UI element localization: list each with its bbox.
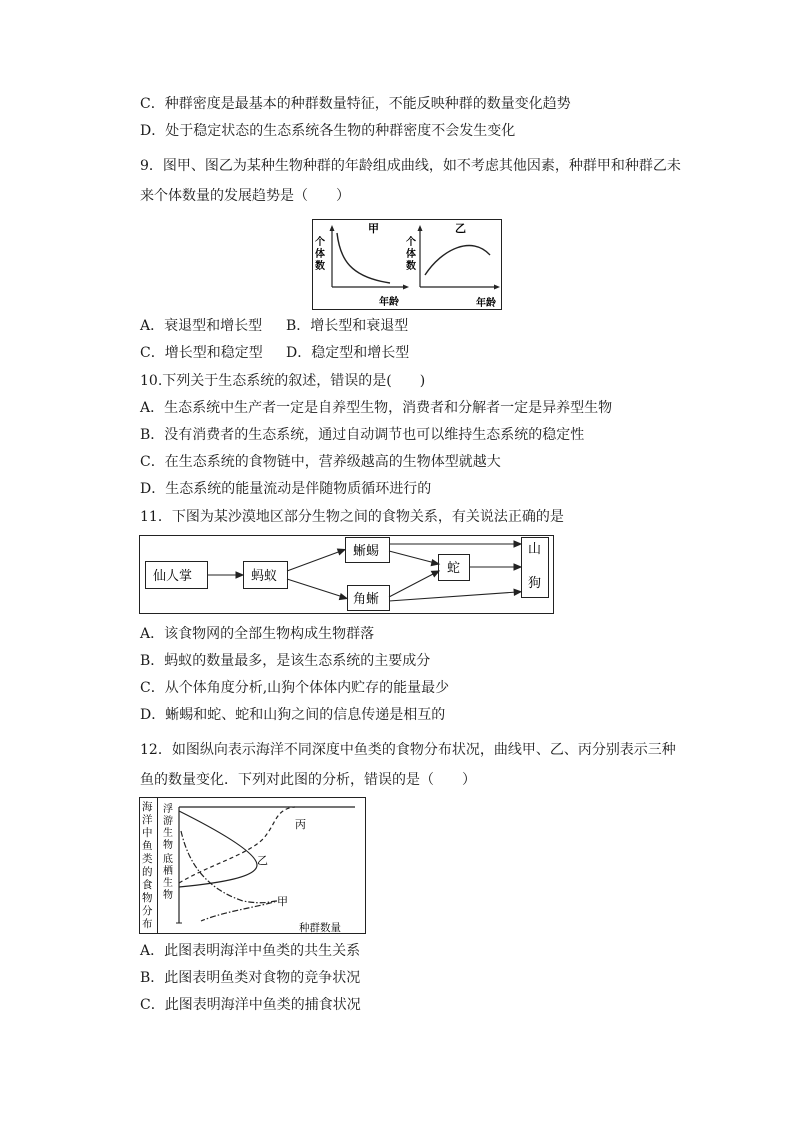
q12-curve-jia: [181, 831, 277, 921]
q10-option-c: C．在生态系统的食物链中，营养级越高的生物体型就越大: [140, 454, 501, 470]
q11-food-web-figure: [139, 535, 555, 615]
q11-stem: 11．下图为某沙漠地区部分生物之间的食物关系，有关说法正确的是: [140, 509, 564, 525]
food-web-lizard: 蜥蜴: [353, 544, 380, 559]
food-web-cactus: 仙人掌: [153, 569, 193, 584]
arrowhead-ant-horned-lizard: [339, 594, 347, 600]
q10-option-b: B．没有消费者的生态系统，通过自动调节也可以维持生态系统的稳定性: [140, 427, 585, 443]
q12-stem-line2: 鱼的数量变化．下列对此图的分析，错误的是（ ）: [140, 772, 476, 788]
arrow-ant-lizard: [287, 551, 341, 571]
q9-figure-right-title: 乙: [455, 222, 466, 235]
q9-option-b: B．增长型和衰退型: [286, 318, 409, 334]
q9-left-x-arrow: [403, 285, 409, 290]
q9-right-y-label-3: 数: [406, 261, 416, 272]
q12-plankton-2: 游: [163, 816, 173, 827]
q12-y-label-4: 鱼: [142, 840, 153, 852]
food-web-horned-lizard: 角蜥: [353, 592, 380, 607]
q8-option-d: D．处于稳定状态的生态系统各生物的种群密度不会发生变化: [140, 123, 516, 139]
q9-right-y-arrow: [418, 225, 423, 231]
q9-option-c: C．增长型和稳定型: [140, 345, 263, 361]
food-web-ant: 蚂蚁: [251, 569, 278, 584]
q9-left-y-arrow: [330, 225, 335, 231]
food-web-coyote-1: 山: [528, 542, 542, 557]
q9-left-y-label-1: 个: [315, 237, 325, 248]
q9-curve-yi: [425, 246, 490, 275]
q10-stem: 10.下列关于生态系统的叙述，错误的是( ): [140, 373, 426, 389]
q12-label-jia: 甲: [277, 895, 288, 908]
q12-plankton-1: 浮: [163, 804, 173, 815]
q12-benthic-4: 物: [163, 890, 173, 901]
q11-option-b: B．蚂蚁的数量最多，是该生态系统的主要成分: [140, 653, 431, 669]
q12-y-label-9: 分: [142, 905, 153, 917]
arrowhead-lizard-snake: [431, 560, 439, 566]
q12-curve-yi: [179, 811, 257, 887]
q12-benthic-2: 栖: [163, 866, 173, 877]
food-web-coyote-2: 狗: [528, 576, 542, 591]
q9-option-a: A．衰退型和增长型: [140, 318, 263, 334]
q9-right-x-label: 年龄: [476, 298, 496, 309]
q10-option-a: A．生态系统中生产者一定是自养型生物，消费者和分解者一定是异养型生物: [140, 400, 613, 416]
q9-option-d: D．稳定型和增长型: [286, 345, 410, 361]
q8-option-c: C．种群密度是最基本的种群数量特征，不能反映种群的数量变化趋势: [140, 96, 571, 112]
q12-label-bing: 丙: [295, 818, 306, 831]
q9-figure-left-title: 甲: [368, 222, 379, 235]
arrowhead-lizard-coyote: [514, 541, 521, 547]
arrow-horned-lizard-coyote: [389, 592, 517, 601]
q9-left-x-label: 年龄: [379, 297, 399, 308]
q12-y-label-3: 中: [142, 827, 153, 839]
q11-option-c: C．从个体角度分析,山狗个体体内贮存的能量最少: [140, 680, 450, 696]
q9-left-y-label-3: 数: [315, 261, 325, 272]
q9-right-x-arrow: [494, 285, 500, 290]
q12-y-label-7: 食: [142, 879, 153, 891]
q12-benthic-3: 生: [163, 878, 173, 889]
q12-y-label-1: 海: [142, 801, 153, 813]
q9-age-structure-figure: [312, 219, 502, 311]
q12-y-label-8: 物: [142, 892, 153, 904]
q12-option-b: B．此图表明鱼类对食物的竞争状况: [140, 970, 361, 986]
q12-y-label-2: 洋: [142, 814, 153, 826]
q12-label-yi: 乙: [257, 854, 268, 867]
q12-y-label-6: 的: [142, 866, 153, 878]
arrow-lizard-snake: [389, 551, 435, 563]
q12-benthic-1: 底: [163, 854, 173, 865]
q12-x-label: 种群数量: [299, 922, 341, 934]
food-web-snake: 蛇: [447, 561, 461, 576]
q12-y-label-10: 布: [142, 918, 153, 930]
q9-right-y-label-1: 个: [406, 237, 416, 248]
q12-fish-distribution-figure: [139, 797, 367, 935]
q12-plankton-4: 物: [163, 840, 173, 851]
q9-curve-jia: [337, 233, 390, 283]
arrowhead-ant-lizard: [338, 549, 346, 555]
arrow-horned-lizard-snake: [389, 573, 435, 597]
q9-stem-line1: 9．图甲、图乙为某种生物种群的年龄组成曲线，如不考虑其他因素，种群甲和种群乙未: [140, 158, 681, 174]
arrowhead-cactus-ant: [236, 572, 243, 578]
arrow-ant-horned-lizard: [287, 579, 343, 597]
arrowhead-horned-lizard-coyote: [514, 589, 521, 595]
q12-y-label-5: 类: [142, 853, 153, 865]
q11-option-a: A．该食物网的全部生物构成生物群落: [140, 626, 375, 642]
q12-option-c: C．此图表明海洋中鱼类的捕食状况: [140, 997, 361, 1013]
q12-option-a: A．此图表明海洋中鱼类的共生关系: [140, 943, 361, 959]
q11-option-d: D．蜥蜴和蛇、蛇和山狗之间的信息传递是相互的: [140, 707, 446, 723]
q12-plankton-3: 生: [163, 828, 173, 839]
arrowhead-snake-coyote: [514, 564, 521, 570]
q12-stem-line1: 12．如图纵向表示海洋不同深度中鱼类的食物分布状况，曲线甲、乙、丙分别表示三种: [140, 742, 676, 758]
arrowhead-horned-lizard-snake: [432, 571, 440, 577]
q12-curve-bing: [179, 807, 295, 883]
q10-option-d: D．生态系统的能量流动是伴随物质循环进行的: [140, 481, 432, 497]
q9-right-y-label-2: 体: [406, 249, 416, 260]
q9-left-y-label-2: 体: [315, 249, 325, 260]
q9-stem-line2: 来个体数量的发展趋势是（ ）: [140, 188, 350, 204]
